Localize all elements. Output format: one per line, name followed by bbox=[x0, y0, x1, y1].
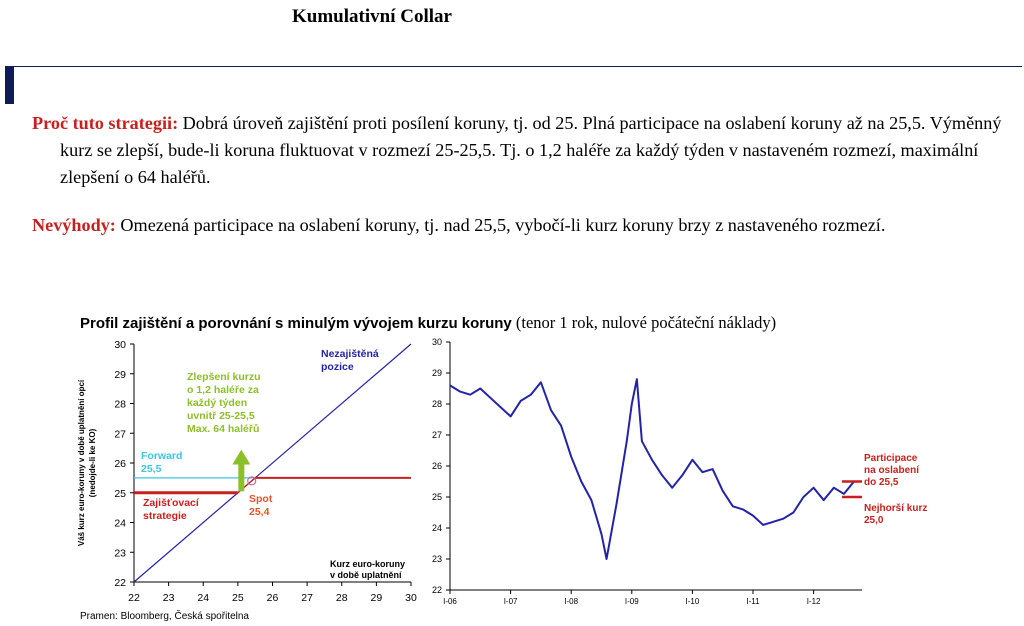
chart2-y-tick-label: 23 bbox=[431, 554, 442, 564]
chart1-x-tick-label: 25 bbox=[232, 592, 244, 604]
chart2-x-tick-label: I-12 bbox=[806, 597, 821, 606]
chart1-x-tick-label: 26 bbox=[266, 592, 279, 604]
improvement-arrow-shaft bbox=[238, 464, 244, 491]
chart1-y-tick-label: 23 bbox=[114, 547, 126, 560]
page-title: Kumulativní Collar bbox=[292, 6, 452, 27]
eurczk-line bbox=[450, 379, 854, 559]
label-spot: Spot bbox=[249, 493, 273, 505]
label-unhedged: pozice bbox=[321, 361, 354, 373]
why-label: Proč tuto strategii: bbox=[32, 113, 179, 133]
chart1-y-tick-label: 29 bbox=[114, 368, 126, 381]
improvement-arrow-head bbox=[232, 450, 250, 465]
chart1-x-tick-label: 28 bbox=[335, 592, 348, 604]
chart1-x-tick-label: 27 bbox=[301, 592, 313, 604]
chart2-y-tick-label: 29 bbox=[431, 368, 442, 378]
chart2-x-tick-label: I-09 bbox=[624, 597, 639, 606]
chart1-y-tick-label: 22 bbox=[114, 577, 126, 589]
chart1-y-tick-label: 26 bbox=[114, 458, 126, 470]
chart2-x-tick-label: I-11 bbox=[746, 597, 760, 606]
chart2-y-tick-label: 22 bbox=[431, 585, 442, 595]
label-forward: Forward bbox=[141, 450, 183, 462]
label-strategy: strategie bbox=[143, 510, 187, 522]
chart1-x-tick-label: 29 bbox=[370, 592, 383, 604]
chart1-x-tick-label: 23 bbox=[162, 592, 175, 604]
label-improvement-note: uvnitř 25-25,5 bbox=[187, 410, 255, 422]
chart2-y-tick-label: 25 bbox=[431, 492, 442, 502]
why-text: Dobrá úroveň zajištění proti posílení koruny, tj. od 25. Plná participace na oslabení koruny až na 25,5. Výměnný kurz se zlepší, bude-li koruna fluktuovat v rozmezí 25-25,5. Tj. o 1,2 haléře za každý týden v nastaveném rozmezí, maximální zlepšení o 64 haléřů. bbox=[60, 113, 1002, 187]
chart1-x-axis-label: Kurz euro-koruny bbox=[330, 559, 406, 569]
chart1-x-tick-label: 30 bbox=[405, 592, 417, 604]
figure-title-bold: Profil zajištění a porovnání s minulým vývojem kurzu koruny bbox=[80, 315, 512, 332]
source-note: Pramen: Bloomberg, Česká spořitelna bbox=[80, 611, 249, 622]
chart1-y-tick-label: 28 bbox=[114, 398, 126, 411]
chart2-y-tick-label: 24 bbox=[431, 523, 442, 533]
chart1-x-axis-label: v době uplatnění bbox=[330, 570, 402, 580]
label-worst-rate: 25,0 bbox=[864, 515, 884, 526]
chart2-y-tick-label: 26 bbox=[431, 461, 442, 471]
chart2-x-tick-label: I-08 bbox=[564, 597, 579, 606]
cons-label: Nevýhody: bbox=[32, 215, 116, 235]
chart1-y-tick-label: 25 bbox=[114, 487, 126, 500]
unhedged-line bbox=[134, 344, 411, 582]
label-improvement-note: o 1,2 haléře za bbox=[187, 384, 259, 396]
chart1-x-tick-label: 24 bbox=[197, 592, 210, 604]
label-strategy: Zajišťovací bbox=[143, 497, 199, 509]
chart2-y-tick-label: 30 bbox=[431, 337, 442, 347]
chart2-y-tick-label: 28 bbox=[431, 399, 442, 409]
cons-text: Omezená participace na oslabení koruny, tj. nad 25,5, vybočí-li kurz koruny brzy z nastaveného rozmezí. bbox=[115, 215, 886, 235]
label-improvement-note: každý týden bbox=[187, 397, 248, 409]
chart2-x-tick-label: I-06 bbox=[443, 597, 457, 606]
chart1-x-tick-label: 22 bbox=[128, 592, 140, 604]
chart1-y-tick-label: 24 bbox=[114, 517, 126, 530]
figure-title-rest: (tenor 1 rok, nulové počáteční náklady) bbox=[511, 313, 777, 332]
label-participation: Participace bbox=[864, 453, 918, 464]
chart1-y-axis-label: (nedojde-li ke KO) bbox=[88, 428, 97, 498]
label-forward: 25,5 bbox=[141, 463, 162, 475]
label-worst-rate: Nejhorší kurz bbox=[864, 503, 928, 514]
chart1-y-tick-label: 30 bbox=[114, 339, 126, 351]
label-spot: 25,4 bbox=[249, 506, 270, 518]
chart2-x-tick-label: I-07 bbox=[503, 597, 518, 606]
chart1-y-axis-label: Váš kurz euro-koruny v době uplatnění opcí bbox=[77, 379, 86, 547]
chart2-y-tick-label: 27 bbox=[431, 430, 442, 440]
label-participation: do 25,5 bbox=[864, 477, 899, 488]
label-unhedged: Nezajištěná bbox=[321, 348, 379, 360]
chart1-y-tick-label: 27 bbox=[114, 428, 126, 441]
chart2-x-tick-label: I-10 bbox=[685, 597, 700, 606]
label-participation: na oslabení bbox=[864, 465, 920, 476]
label-improvement-note: Max. 64 haléřů bbox=[187, 423, 260, 435]
label-improvement-note: Zlepšení kurzu bbox=[187, 371, 261, 383]
